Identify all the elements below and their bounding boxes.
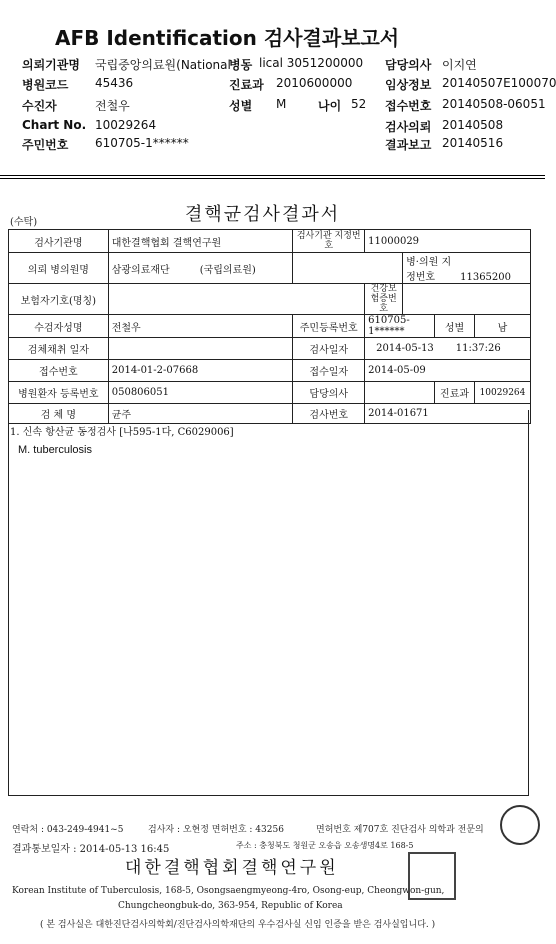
ssn-label: 주민번호 [22, 138, 69, 152]
hospital-label: 의뢰기관명 [22, 58, 80, 72]
result-form-table [8, 229, 531, 424]
clinical-label: 임상정보 [385, 78, 432, 92]
footer-address-en-1: Korean Institute of Tuberculosis, 168-5, Osongsaengmyeong-4ro, Osong-eup, Cheongwon-gun, [12, 886, 445, 896]
subject-label: 수검자성명 [9, 315, 109, 338]
footer-license: 면허번호 제707호 진단검사 의학과 전문의 [316, 825, 484, 835]
collect-label: 검체채취 일자 [9, 338, 109, 360]
req-hosp-cell [108, 253, 293, 284]
square-seal-icon [408, 852, 456, 900]
recv-date-label: 접수일자 [293, 360, 365, 382]
specimen-label: 검 체 명 [9, 404, 109, 424]
divider-line [0, 175, 545, 176]
req-hosp-value: 삼광의료재단 [111, 264, 170, 276]
footer-contact: 연락처 : 043-249-4941~5 [12, 825, 124, 835]
sex-value: M [276, 97, 287, 111]
sex-label: 성별 [229, 99, 253, 113]
reported-label: 결과보고 [385, 138, 432, 152]
requested-value: 20140508 [442, 118, 504, 132]
hospcode-label: 병원코드 [22, 78, 69, 92]
sex-value-scan: 남 [474, 315, 530, 338]
req-hosp-note: (국립의료원) [199, 264, 256, 276]
ward-label: 병동 [229, 58, 253, 72]
hospcode-value: 45436 [95, 76, 134, 90]
reg-no-value: 050806051 [108, 382, 293, 404]
institute-name-kr: 대한결핵협회결핵연구원 [125, 858, 339, 878]
doctor-value: 이지연 [442, 58, 477, 72]
test-no-label: 검사번호 [293, 404, 365, 424]
accession-label: 접수번호 [9, 360, 109, 382]
reg-no-label: 병원환자 등록번호 [9, 382, 109, 404]
req-hosp-label: 의뢰 병의원명 [9, 253, 109, 284]
result-line: 1. 신속 항산균 동정검사 [나595-1다, C6029006] [10, 427, 234, 438]
footer-certification: ( 본 검사실은 대한진단검사의학회/진단검사의학재단의 우수검사실 신임 인증을 받은 검사실입니다. ) [40, 920, 436, 930]
receipt-value: 20140508-06051 [442, 97, 546, 111]
sex-label-scan: 성별 [435, 315, 475, 338]
test-date-cell [365, 338, 531, 360]
test-no-value: 2014-01671 [365, 404, 531, 424]
patient-value: 전철우 [95, 99, 130, 113]
lab-id-label: 검사기관 지정번호 [293, 230, 365, 253]
round-seal-icon [500, 805, 540, 845]
req-id-label: 병·의원 지정번호 [406, 257, 452, 283]
collect-value [108, 338, 293, 360]
test-date-label: 검사일자 [293, 338, 365, 360]
age-value: 52 [351, 97, 367, 111]
requested-label: 검사의뢰 [385, 120, 432, 134]
chart-value: 10029264 [95, 118, 157, 132]
req-id-cell [403, 253, 531, 284]
clinical-value: 20140507E100070 [442, 76, 556, 90]
insurer-id-label: 건강보험증번호 [365, 284, 403, 315]
ward-value: lical 3051200000 [259, 56, 364, 70]
dept-value: 2010600000 [276, 76, 353, 90]
footer-technologist: 검사자 : 오현정 면허번호 : 43256 [148, 825, 284, 835]
copy-mark: (수탁) [10, 217, 38, 228]
footer-address-en-2: Chungcheongbuk-do, 363-954, Republic of Korea [118, 901, 343, 911]
report-title: AFB Identification 검사결과보고서 [55, 26, 400, 50]
result-organism: M. tuberculosis [18, 444, 92, 456]
insurer-value [108, 284, 364, 315]
hospital-value: 국립중앙의료원(National [95, 58, 231, 72]
clinic-label: 진료과 [435, 382, 475, 404]
lab-value: 대한결핵협회 결핵연구원 [108, 230, 293, 253]
patient-label: 수진자 [22, 99, 57, 113]
clinic-value: 10029264 [474, 382, 530, 404]
divider-line [0, 178, 545, 179]
dept-label: 진료과 [229, 78, 264, 92]
rrn-label: 주민등록번호 [293, 315, 365, 338]
lab-label: 검사기관명 [9, 230, 109, 253]
receipt-label: 접수번호 [385, 99, 432, 113]
lab-id-value: 11000029 [365, 230, 531, 253]
physician-value [365, 382, 435, 404]
insurer-label: 보험자기호(명칭) [9, 284, 109, 315]
reported-value: 20140516 [442, 136, 504, 150]
age-label: 나이 [318, 99, 342, 113]
recv-date-value: 2014-05-09 [365, 360, 531, 382]
test-date-value: 2014-05-13 [376, 343, 434, 354]
subject-value: 전철우 [108, 315, 293, 338]
accession-value: 2014-01-2-07668 [108, 360, 293, 382]
specimen-value: 균주 [108, 404, 293, 424]
ssn-value: 610705-1****** [95, 136, 189, 150]
insurer-id-value [403, 284, 531, 315]
doctor-label: 담당의사 [385, 58, 432, 72]
req-id-value: 11365200 [460, 272, 512, 283]
physician-label: 담당의사 [293, 382, 365, 404]
scan-title: 결핵균검사결과서 [185, 204, 341, 225]
footer-report-date: 결과통보일자 : 2014-05-13 16:45 [12, 844, 170, 855]
rrn-value: 610705-1****** [365, 315, 435, 338]
chart-label: Chart No. [22, 118, 87, 132]
result-box [8, 410, 529, 796]
test-time-value: 11:37:26 [455, 343, 501, 354]
footer-address-kr: 주소 : 충청북도 청원군 오송읍 오송생명4로 168-5 [236, 841, 414, 850]
